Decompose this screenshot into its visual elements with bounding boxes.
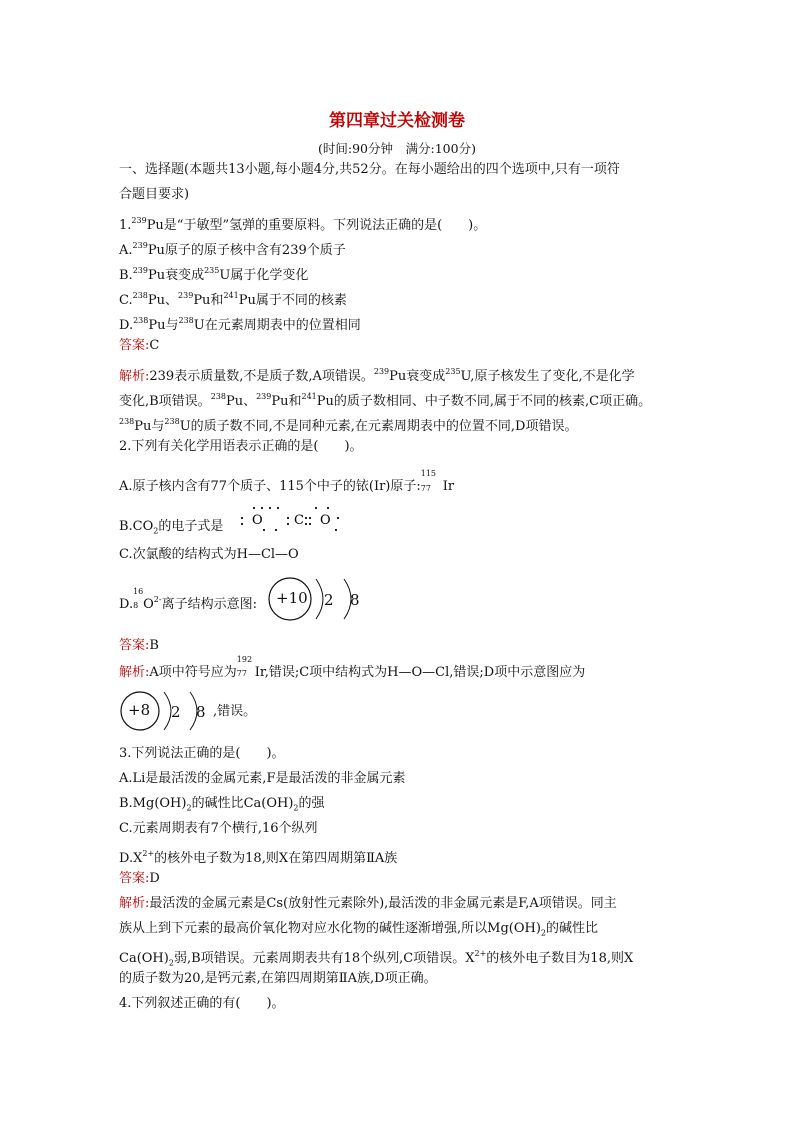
q1-option-b: B.$^{239}$Pu衰变成$^{235}$U属于化学变化: [119, 266, 309, 283]
q1-explanation-line1: 解析:239表示质量数,不是质子数,A项错误。$^{239}$Pu衰变成$^{235}$U,原子核发生了变化,不是化学: [119, 367, 635, 384]
shell2-count: 8: [350, 591, 360, 609]
q3-option-c: C.元素周期表有7个横行,16个纵列: [119, 821, 318, 836]
answer-label: 答案:: [119, 638, 150, 653]
q1-stem: 1.$^{239}$Pu是“于敏型”氢弹的重要原料。下列说法正确的是( )。: [119, 216, 487, 233]
nucleus-charge: +8: [128, 701, 151, 719]
q1-option-a: A.$^{239}$Pu原子的原子核中含有239个质子: [119, 241, 346, 258]
q3-option-a: A.Li是最活泼的金属元素,F是最活泼的非金属元素: [119, 771, 406, 786]
q4-stem: 4.下列叙述正确的有( )。: [119, 996, 285, 1011]
exam-info: (时间:90分钟 满分:100分): [318, 141, 476, 156]
q3-stem: 3.下列说法正确的是( )。: [119, 746, 285, 761]
q3-explanation-line3: $Ca(OH)_2$弱,B项错误。元素周期表共有18个纵列,C项错误。$X^{2+}$的核外电子数目为18,则X: [119, 949, 634, 968]
explanation-label: 解析:: [119, 665, 150, 680]
svg-text:O: O: [251, 513, 263, 528]
answer-label: 答案:: [119, 871, 150, 886]
answer-label: 答案:: [119, 338, 150, 353]
q2-stem: 2.下列有关化学用语表示正确的是( )。: [119, 439, 363, 454]
q3-option-d: $D.X^{2+}$的核外电子数为18,则X在第四周期第ⅡA族: [119, 849, 398, 866]
svg-text:O: O: [319, 513, 331, 528]
q2-explanation-line1: 解析:A项中符号应为 192 77 Ir,错误;C项中结构式为H—O—Cl,错误;D项中示意图应为: [119, 655, 586, 680]
q2-answer: 答案:B: [119, 638, 159, 653]
q1-explanation-line2: 变化,B项错误。$^{238}$Pu、$^{239}$Pu和$^{241}$Pu的质子数相同、中子数不同,属于不同的核素,C项正确。: [119, 392, 652, 409]
q2-option-b: $B.CO_2$的电子式是 O C O: [119, 514, 679, 540]
q2-option-c: C.次氯酸的结构式为H—Cl—O: [119, 547, 299, 562]
shell1-count: 2: [324, 591, 334, 609]
q1-explanation-line3: $^{238}$Pu与$^{238}$U的质子数不同,不是同种元素,在元素周期表中的位置不同,D项错误。: [119, 417, 578, 434]
q3-explanation-line4: 的质子数为20,是钙元素,在第四周期第ⅡA族,D项正确。: [119, 971, 437, 986]
section-heading-line1: 一、选择题(本题共13小题,每小题4分,共52分。在每小题给出的四个选项中,只有一项符: [119, 162, 620, 177]
q3-explanation-line1: 解析:最活泼的金属元素是Cs(放射性元素除外),最活泼的非金属元素是F,A项错误。同主: [119, 896, 617, 911]
o2-ion-structure-diagram: [268, 575, 368, 623]
nucleus-charge: +10: [276, 589, 308, 607]
explanation-label: 解析:: [119, 369, 150, 384]
page-title: 第四章过关检测卷: [329, 111, 465, 131]
co2-dots: [232, 506, 352, 532]
q1-answer: 答案:C: [119, 338, 160, 353]
q3-explanation-line2: 族从上到下元素的最高价氧化物对应水化物的碱性逐渐增强,所以$Mg(OH)_2$的碱性比: [119, 921, 599, 938]
explanation-label: 解析:: [119, 896, 150, 911]
q1-option-c: C.$^{238}$Pu、$^{239}$Pu和$^{241}$Pu属于不同的核素: [119, 291, 347, 308]
q3-option-b: $B.Mg(OH)_2$的碱性比$Ca(OH)_2$的强: [119, 796, 325, 813]
co2-electron-formula: [228, 514, 348, 532]
q2-option-d: D. 16 8 $O^{2-}$离子结构示意图:: [119, 587, 257, 612]
svg-text:C: C: [293, 513, 304, 528]
q1-option-d: D.$^{238}$Pu与$^{238}$U在元素周期表中的位置相同: [119, 316, 361, 333]
shell2-count: 8: [196, 703, 206, 721]
shell1-count: 2: [171, 703, 181, 721]
q2-option-a: A.原子核内含有77个质子、115个中子的铱(Ir)原子: 115 77 Ir: [119, 469, 455, 494]
q3-answer: 答案:D: [119, 871, 160, 886]
section-heading-line2: 合题目要求): [119, 187, 190, 202]
q2-explanation-end: ,错误。: [213, 704, 257, 719]
o-atom-structure-diagram: [120, 688, 212, 734]
